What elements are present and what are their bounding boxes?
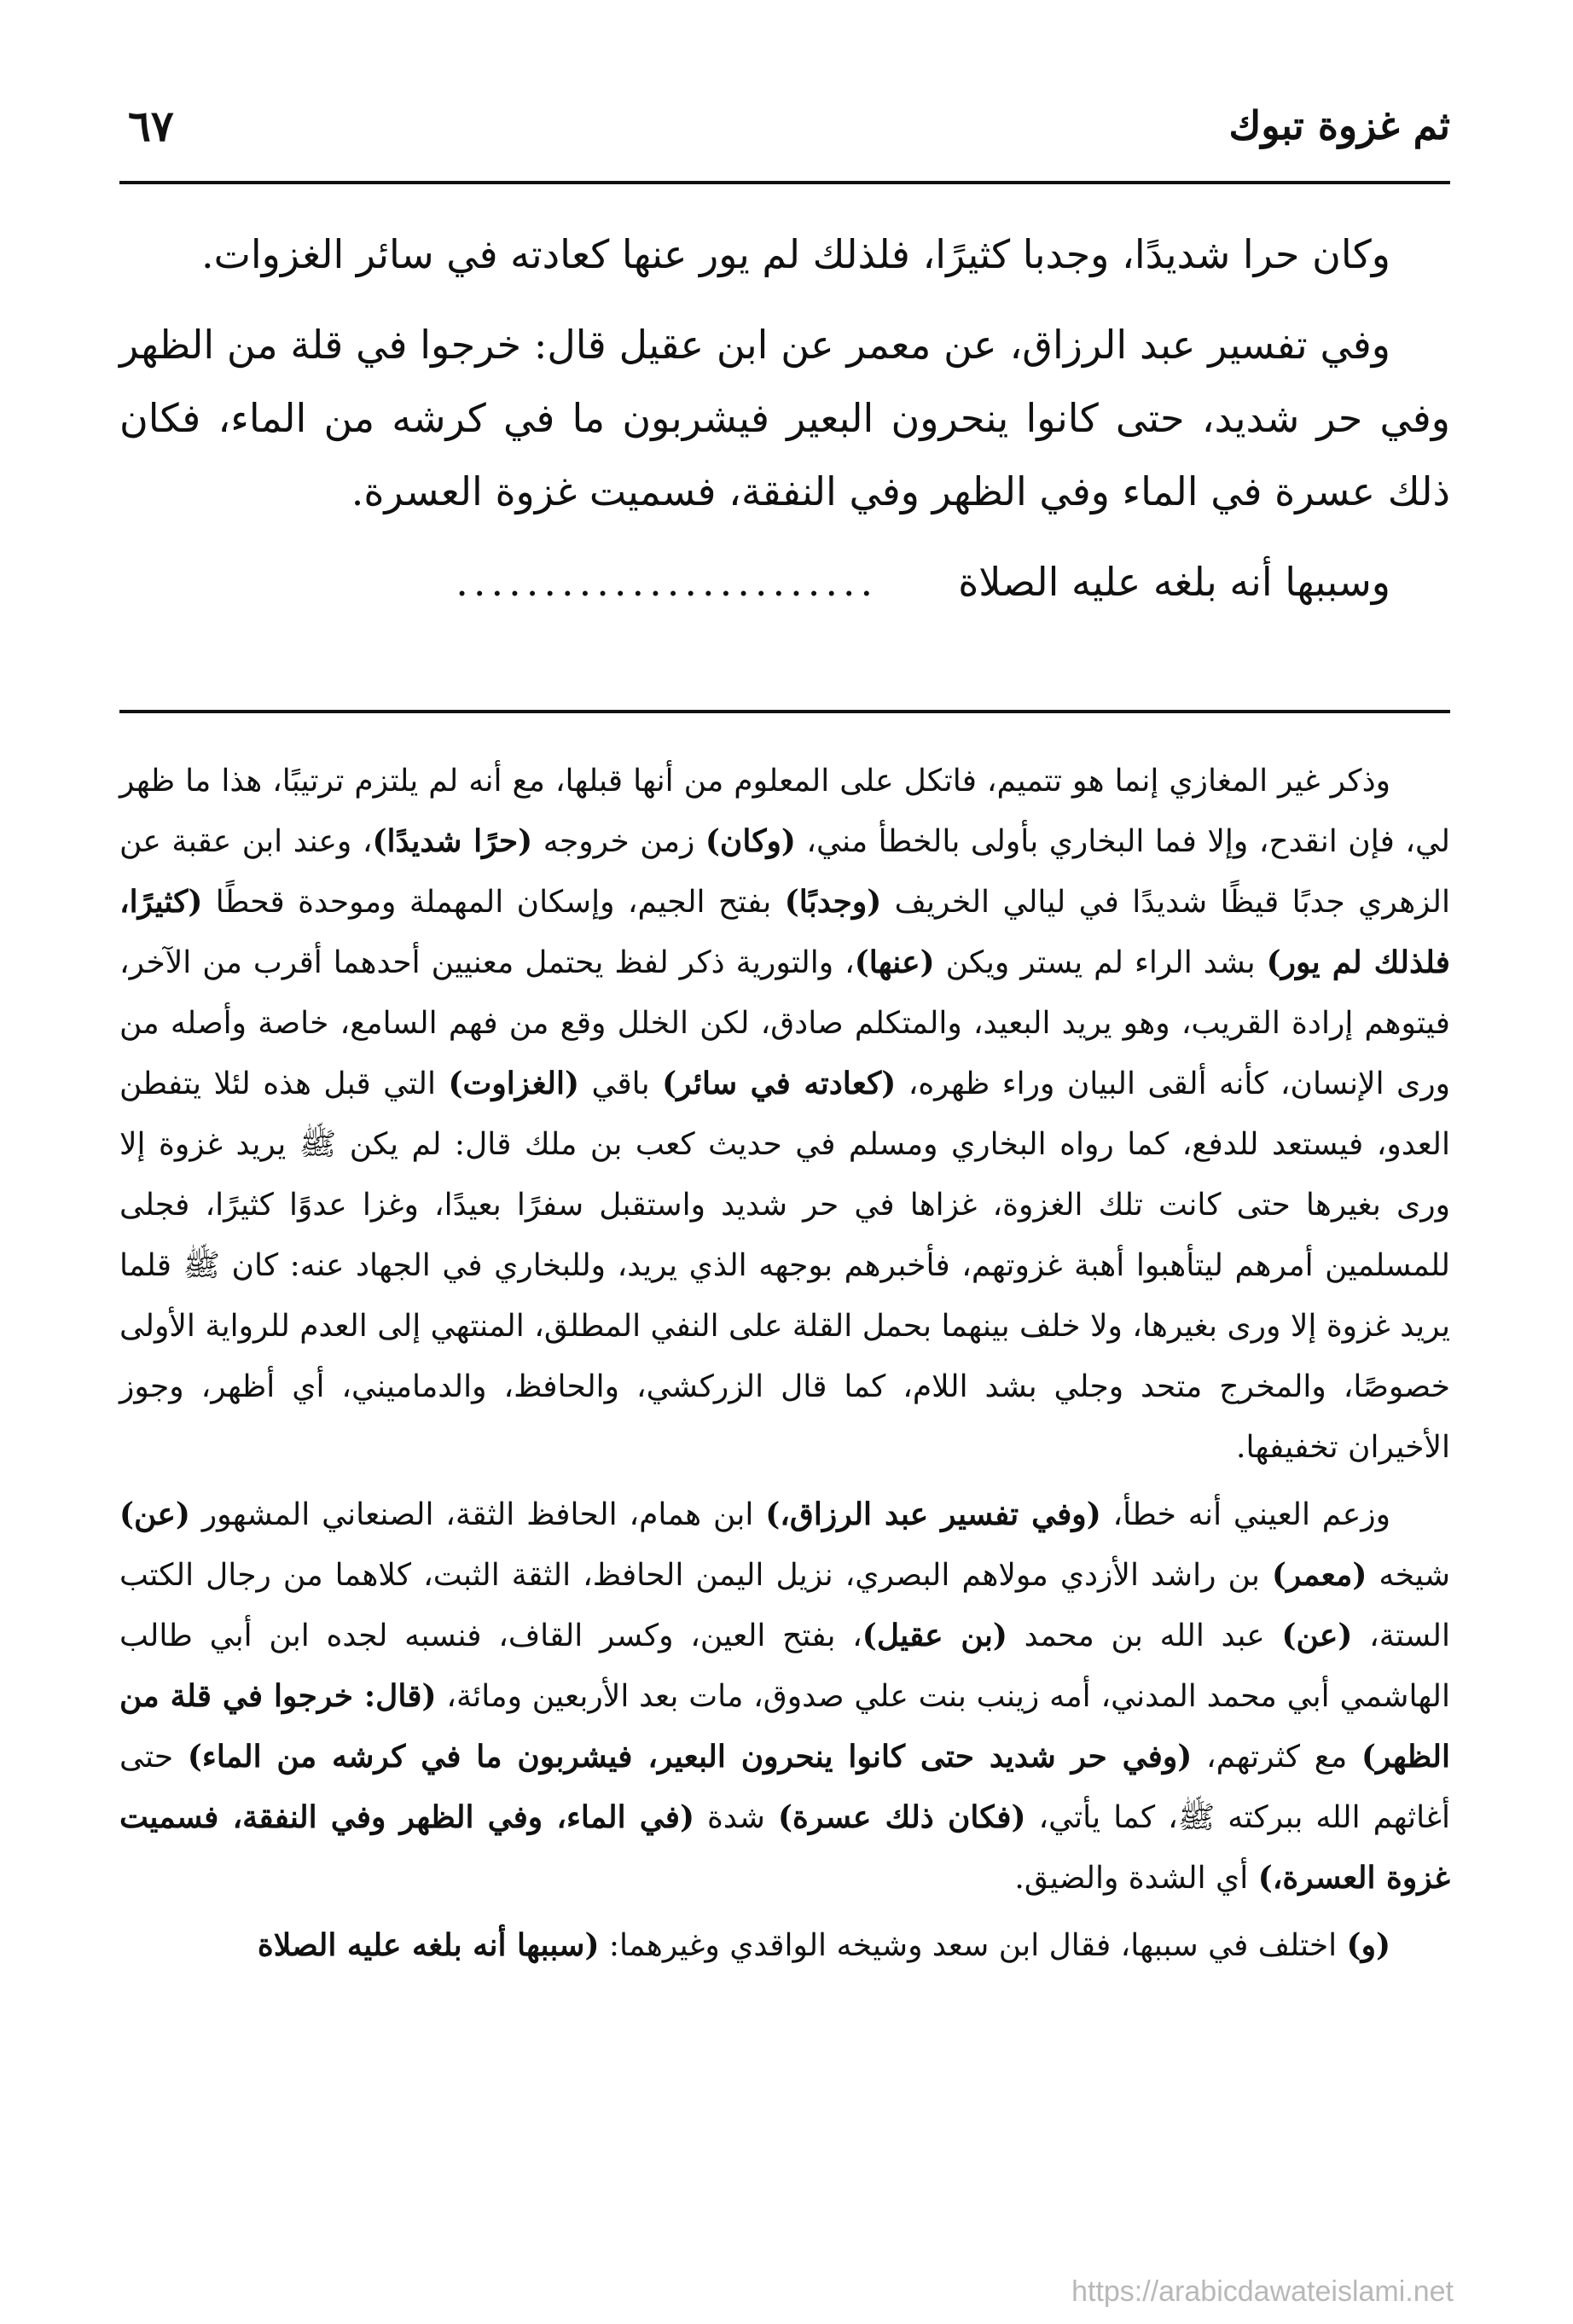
commentary-text-segment: بشد الراء لم يستر ويكن [934,945,1267,980]
main-paragraph-3 [119,545,1450,619]
quoted-phrase: (فكان ذلك عسرة) [778,1799,1026,1835]
commentary-text-segment: ابن همام، الحافظ الثقة، الصنعاني المشهور [189,1497,766,1532]
section-divider [119,710,1450,713]
commentary-text-segment: التي قبل هذه لئلا يتفطن العدو، فيستعد للدفع، كما رواه البخاري ومسلم في حديث كعب بن ملك قال: لم يكن ﷺ يريد غزوة إلا ورى بغيرها حتى كانت تلك الغزوة، غزاها في حر شديد واستقبل سفرًا بعيدًا، وغزا عدوًا كثيرًا، فجلى للمسلمين أمرهم ليتأهبوا أهبة غزوتهم، فأخبرهم بوجهه الذي يريد، وللبخاري في الجهاد عنه: كان ﷺ قلما يريد غزوة إلا ورى بغيرها، ولا خلف بينهما بحمل القلة على النفي المطلق، المنتهي إلى العدم للرواية الأولى خصوصًا، والمخرج متحد وجلي بشد اللام، كما قال الزركشي، والحافظ، والدماميني، أي أظهر، وجوز الأخيران تخفيفها. [119,1066,1450,1465]
commentary-text-segment: ، وعند ابن عقبة عن الزهري جدبًا قيظًا شديدًا في ليالي الخريف [119,824,1451,920]
commentary-paragraph-2 [119,1484,1450,1909]
page-number: ٦٧ [128,101,174,151]
quoted-phrase: (كعادته في سائر) [662,1066,897,1101]
commentary-text-segment: بفتح الجيم، وإسكان المهملة وموحدة قحطًا [202,885,785,920]
commentary-text-segment: أي الشدة والضيق. [1014,1861,1258,1896]
quoted-phrase: (وفي تفسير عبد الرزاق،) [765,1496,1101,1532]
quoted-phrase: (قال: خرجوا في قلة من الظهر) [119,1678,1450,1775]
main-text [119,218,1450,636]
quoted-phrase: (و) [1346,1927,1390,1963]
commentary-text-segment: اختلف في سببها، فقال ابن سعد وشيخه الواقدي وغيرهما: [599,1928,1347,1963]
page-header [119,94,1450,171]
header-rule [119,181,1450,184]
commentary-text-segment: ، والتورية ذكر لفظ يحتمل معنيين أحدهما أقرب من الآخر، فيتوهم إرادة القريب، وهو يريد البعيد، والمتكلم صادق، لكن الخلل وقع من فهم السامع، خاصة وأصله من ورى الإنسان، كأنه ألقى البيان وراء ظهره، [119,945,1450,1101]
commentary-text-segment: حتى أغاثهم الله ببركته ﷺ، كما يأتي، [119,1740,1450,1835]
quoted-phrase: (حرًا شديدًا) [372,823,533,859]
commentary-text-segment: باقي [579,1066,663,1101]
main-paragraph-3-text: وسببها أنه بلغه عليه الصلاة [958,559,1390,605]
main-paragraph-2: وفي تفسير عبد الرزاق، عن معمر عن ابن عقيل قال: خرجوا في قلة من الظهر وفي حر شديد، حتى كانوا ينحرون البعير فيشربون ما في كرشه من الماء، فكان ذلك عسرة في الماء وفي الظهر وفي النفقة، فسميت غزوة العسرة. [119,322,1450,514]
commentary-text-segment: وذكر غير المغازي إنما هو تتميم، فاتكل على المعلوم من أنها قبلها، مع أنه لم يلتزم ترتيبًا، هذا ما ظهر لي، فإن انقدح، وإلا فما البخاري بأولى بالخطأ مني، [119,764,1450,859]
quoted-phrase: (وجدبًا) [784,884,882,920]
quoted-phrase: (في الماء، وفي الظهر وفي النفقة، فسميت غزوة العسرة،) [119,1799,1450,1896]
commentary-text-segment: شيخه [1367,1558,1450,1593]
commentary-text-segment: زمن خروجه [532,824,705,859]
commentary-paragraph-3 [119,1915,1450,1976]
quoted-phrase: (عن) [1281,1618,1353,1653]
quoted-phrase: (الغزاوت) [448,1066,579,1101]
commentary-paragraph-1 [119,751,1450,1478]
commentary-text-segment: وزعم العيني أنه خطأ، [1100,1497,1391,1532]
quoted-phrase: (سببها أنه بلغه عليه الصلاة [257,1927,600,1963]
commentary-text-segment: بن راشد الأزدي مولاهم البصري، نزيل اليمن الحافظ، الثقة الثبت، كلاهما من رجال الكتب الستة، [119,1558,1451,1653]
quoted-phrase: (عن) [119,1496,190,1532]
commentary-text-segment: ، بفتح العين، وكسر القاف، فنسبه لجده ابن أبي طالب الهاشمي أبي محمد المدني، أمه زينب بنت علي صدوق، مات بعد الأربعين ومائة، [119,1618,1450,1714]
quoted-phrase: (معمر) [1271,1557,1367,1593]
commentary-text-segment: مع كثرتهم، [1192,1740,1361,1775]
watermark-url: https://arabicdawateislami.net [1071,2275,1454,2308]
quoted-phrase: (عنها) [854,944,935,980]
main-paragraph-1: وكان حرا شديدًا، وجدبا كثيرًا، فلذلك لم يور عنها كعادته في سائر الغزوات. [200,231,1390,277]
commentary-text-segment: شدة [694,1800,778,1835]
quoted-phrase: (وفي حر شديد حتى كانوا ينحرون البعير، فيشربون ما في كرشه من الماء) [187,1739,1193,1775]
commentary-text-segment: عبد الله بن محمد [1007,1618,1282,1653]
quoted-phrase: (وكان) [705,823,796,859]
quoted-phrase: (كثيرًا، فلذلك لم يور) [119,884,1450,980]
commentary-text [119,751,1450,1976]
running-title: ثم غزوة تبوك [1228,102,1450,148]
quoted-phrase: (بن عقيل) [862,1618,1007,1653]
continuation-dots: ........................ [456,559,879,605]
